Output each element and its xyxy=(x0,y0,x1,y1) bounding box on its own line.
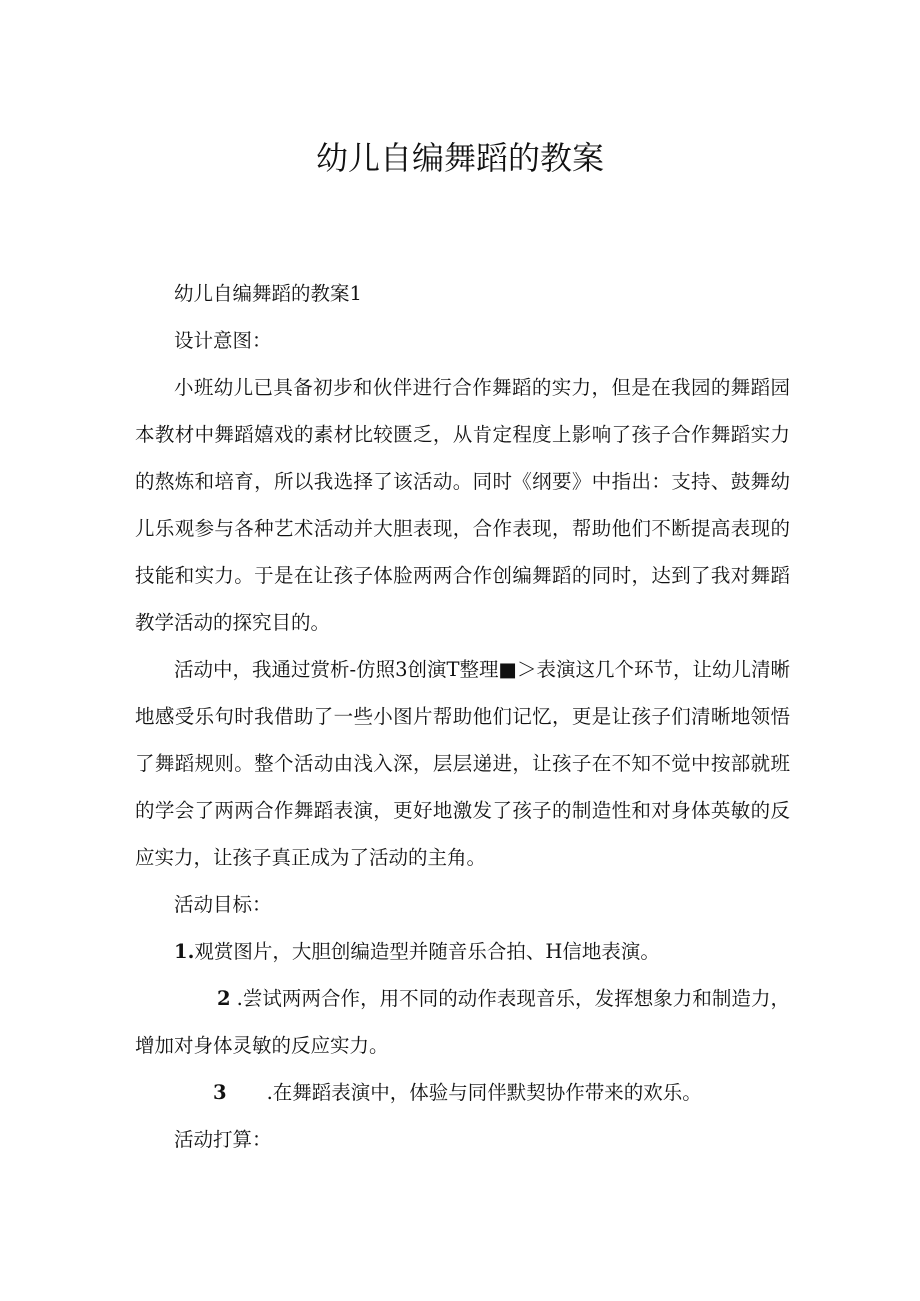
goal-number: 3 xyxy=(213,1081,227,1104)
goal-item-3 xyxy=(135,1069,790,1116)
goals-label: 活动目标： xyxy=(174,893,272,916)
goal-number: 2 xyxy=(217,987,231,1010)
design-intent-label: 设计意图： xyxy=(174,329,272,352)
paragraph-activity-process: 活动中，我通过赏析-仿照3创演T整理■＞表演这几个环节，让幼儿清晰地感受乐句时我借助了一些小图片帮助他们记忆，更是让孩子们清晰地领悟了舞蹈规则。整个活动由浅入深，层层递进，让孩子在不知不觉中按部就班的学会了两两合作舞蹈表演，更好地激发了孩子的制造性和对身体英敏的反应实力，让孩子真正成为了活动的主角。 xyxy=(135,658,790,869)
goal-item-1 xyxy=(135,928,790,975)
goal-text: .在舞蹈表演中，体验与同伴默契协作带来的欢乐。 xyxy=(266,1081,702,1104)
goal-number: 1. xyxy=(174,940,195,963)
section-heading: 幼儿自编舞蹈的教案1 xyxy=(174,282,362,305)
document-body xyxy=(135,270,790,1163)
goal-text: 观赏图片，大胆创编造型并随音乐合拍、H信地表演。 xyxy=(194,940,660,963)
preparation-label: 活动打算： xyxy=(174,1128,272,1151)
goal-item-2 xyxy=(135,975,790,1069)
paragraph-design-intent: 小班幼儿已具备初步和伙伴进行合作舞蹈的实力，但是在我园的舞蹈园本教材中舞蹈嬉戏的素材比较匮乏，从肯定程度上影响了孩子合作舞蹈实力的熬炼和培育，所以我选择了该活动。同时《纲要》中指出：支持、鼓舞幼儿乐观参与各种艺术活动并大胆表现，合作表现，帮助他们不断提高表现的技能和实力。于是在让孩子体脸两两合作创编舞蹈的同时，达到了我对舞蹈教学活动的探究目的。 xyxy=(135,376,790,634)
goal-text: .尝试两两合作，用不同的动作表现音乐，发挥想象力和制造力，增加对身体灵敏的反应实力。 xyxy=(135,987,790,1057)
document-title: 幼儿自编舞蹈的教案 xyxy=(315,139,604,177)
